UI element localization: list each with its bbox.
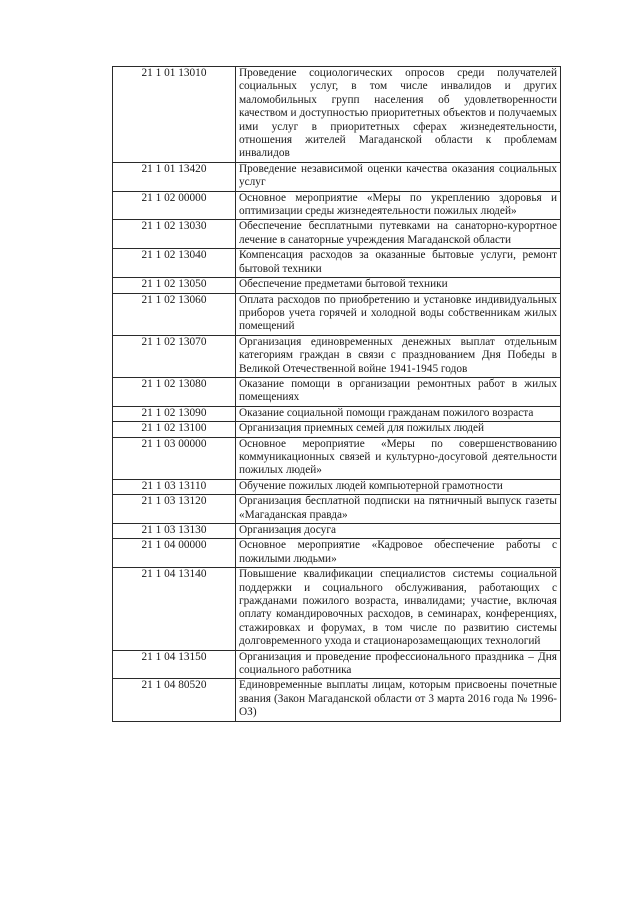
table-row xyxy=(113,437,561,479)
table-row xyxy=(113,335,561,377)
code-cell: 21 1 02 13050 xyxy=(113,278,236,293)
description-cell: Основное мероприятие «Меры по совершенствованию коммуникационных связей и культурно-досуговой деятельности пожилых людей» xyxy=(236,437,561,479)
table-row xyxy=(113,191,561,220)
table-row xyxy=(113,650,561,679)
table-row xyxy=(113,406,561,421)
table-row xyxy=(113,162,561,191)
description-cell: Организация досуга xyxy=(236,524,561,539)
description-cell: Обеспечение предметами бытовой техники xyxy=(236,278,561,293)
code-cell: 21 1 02 13070 xyxy=(113,335,236,377)
code-cell: 21 1 01 13420 xyxy=(113,162,236,191)
code-cell: 21 1 03 00000 xyxy=(113,437,236,479)
description-cell: Основное мероприятие «Меры по укреплению здоровья и оптимизации среды жизнедеятельности пожилых людей» xyxy=(236,191,561,220)
table-row xyxy=(113,67,561,163)
code-cell: 21 1 04 00000 xyxy=(113,539,236,568)
code-cell: 21 1 02 13060 xyxy=(113,293,236,335)
code-cell: 21 1 02 13080 xyxy=(113,377,236,406)
table-row xyxy=(113,524,561,539)
table-row xyxy=(113,293,561,335)
budget-code-table xyxy=(112,66,561,722)
description-cell: Повышение квалификации специалистов системы социальной поддержки и социального обслуживания, работающих с гражданами пожилого возраста, инвалидами; участие, включая оплату командировочных расходов, в семинарах, конференциях, стажировках и форумах, в том числе по развитию системы долговременного ухода и стационарозамещающих технологий xyxy=(236,568,561,650)
table-row xyxy=(113,278,561,293)
code-cell: 21 1 04 13150 xyxy=(113,650,236,679)
description-cell: Организация и проведение профессионального праздника – Дня социального работника xyxy=(236,650,561,679)
table-row xyxy=(113,568,561,650)
description-cell: Основное мероприятие «Кадровое обеспечение работы с пожилыми людьми» xyxy=(236,539,561,568)
description-cell: Организация единовременных денежных выплат отдельным категориям граждан в связи с празднованием Дня Победы в Великой Отечественной войне 1941-1945 годов xyxy=(236,335,561,377)
code-cell: 21 1 03 13110 xyxy=(113,479,236,494)
description-cell: Единовременные выплаты лицам, которым присвоены почетные звания (Закон Магаданской области от 3 марта 2016 года № 1996-ОЗ) xyxy=(236,679,561,721)
table-row xyxy=(113,422,561,437)
description-cell: Оплата расходов по приобретению и установке индивидуальных приборов учета горячей и холодной воды собственникам жилых помещений xyxy=(236,293,561,335)
description-cell: Компенсация расходов за оказанные бытовые услуги, ремонт бытовой техники xyxy=(236,249,561,278)
table-row xyxy=(113,495,561,524)
description-cell: Проведение независимой оценки качества оказания социальных услуг xyxy=(236,162,561,191)
code-cell: 21 1 04 80520 xyxy=(113,679,236,721)
description-cell: Организация бесплатной подписки на пятничный выпуск газеты «Магаданская правда» xyxy=(236,495,561,524)
description-cell: Организация приемных семей для пожилых людей xyxy=(236,422,561,437)
code-cell: 21 1 01 13010 xyxy=(113,67,236,163)
description-cell: Оказание социальной помощи гражданам пожилого возраста xyxy=(236,406,561,421)
description-cell: Обучение пожилых людей компьютерной грамотности xyxy=(236,479,561,494)
description-cell: Обеспечение бесплатными путевками на санаторно-курортное лечение в санаторные учреждения Магаданской области xyxy=(236,220,561,249)
code-cell: 21 1 03 13120 xyxy=(113,495,236,524)
table-row xyxy=(113,220,561,249)
table-row xyxy=(113,249,561,278)
table-row xyxy=(113,377,561,406)
table-row xyxy=(113,479,561,494)
description-cell: Оказание помощи в организации ремонтных работ в жилых помещениях xyxy=(236,377,561,406)
table-row xyxy=(113,539,561,568)
code-cell: 21 1 02 13040 xyxy=(113,249,236,278)
code-cell: 21 1 04 13140 xyxy=(113,568,236,650)
code-cell: 21 1 02 13090 xyxy=(113,406,236,421)
code-cell: 21 1 02 00000 xyxy=(113,191,236,220)
code-cell: 21 1 03 13130 xyxy=(113,524,236,539)
table-row xyxy=(113,679,561,721)
description-cell: Проведение социологических опросов среди получателей социальных услуг, в том числе инвалидов и других маломобильных групп населения об удовлетворенности качеством и доступностью приоритетных объектов и получаемых ими услуг в приоритетных сферах жизнедеятельности, отношения жителей Магаданской области к проблемам инвалидов xyxy=(236,67,561,163)
code-cell: 21 1 02 13030 xyxy=(113,220,236,249)
code-cell: 21 1 02 13100 xyxy=(113,422,236,437)
